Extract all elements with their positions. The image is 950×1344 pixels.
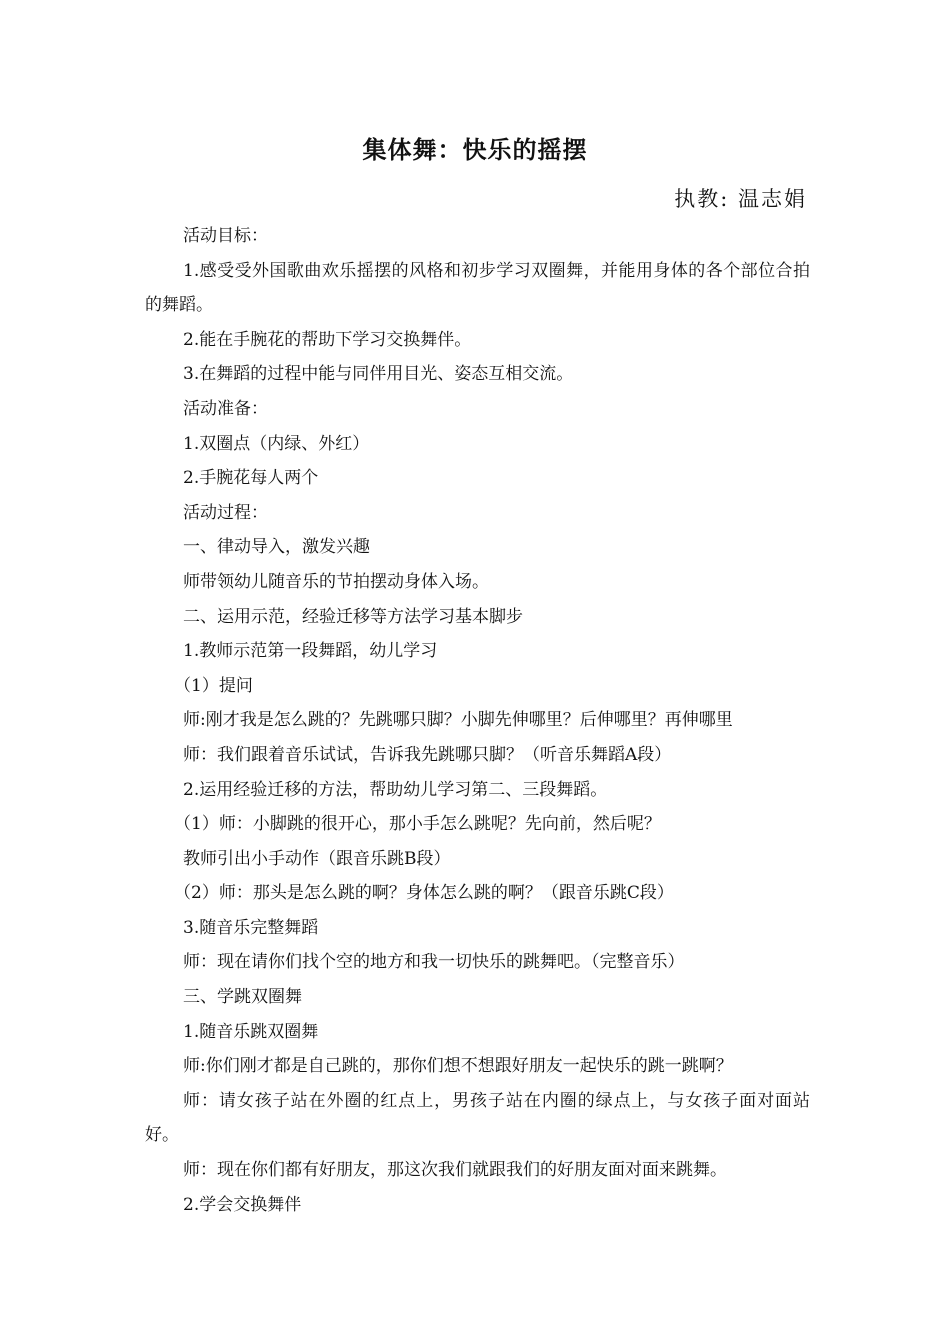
preparation-item: 2.手腕花每人两个	[183, 468, 319, 489]
goal-item: 2.能在手腕花的帮助下学习交换舞伴。	[183, 329, 472, 350]
process-paragraph: 师：请女孩子站在外圈的红点上，男孩子站在内圈的绿点上，与女孩子面对面站好。	[145, 1090, 810, 1146]
process-paragraph: 2.学会交换舞伴	[183, 1194, 302, 1215]
process-step-heading: 二、运用示范，经验迁移等方法学习基本脚步	[183, 606, 523, 627]
process-paragraph: 1.随音乐跳双圈舞	[183, 1021, 319, 1042]
document-title: 集体舞：快乐的摇摆	[362, 136, 588, 164]
process-paragraph: （1）提问	[174, 675, 253, 696]
process-paragraph: （2）师：那头是怎么跳的啊？身体怎么跳的啊？（跟音乐跳C段）	[174, 883, 674, 904]
process-paragraph: （1）师：小脚跳的很开心，那小手怎么跳呢？先向前，然后呢？	[174, 814, 661, 835]
process-paragraph: 1.教师示范第一段舞蹈，幼儿学习	[183, 641, 438, 662]
preparation-item: 1.双圈点（内绿、外红）	[183, 433, 370, 454]
process-paragraph: 师：现在你们都有好朋友，那这次我们就跟我们的好朋友面对面来跳舞。	[183, 1160, 727, 1181]
goal-item: 1.感受受外国歌曲欢乐摇摆的风格和初步学习双圈舞，并能用身体的各个部位合拍的舞蹈。	[145, 260, 810, 316]
document-author: 执教: 温志娟	[674, 187, 807, 211]
process-paragraph: 师带领幼儿随音乐的节拍摆动身体入场。	[183, 571, 489, 592]
process-paragraph: 师:你们刚才都是自己跳的，那你们想不想跟好朋友一起快乐的跳一跳啊？	[183, 1056, 733, 1077]
process-paragraph: 师：我们跟着音乐试试，告诉我先跳哪只脚？（听音乐舞蹈A段）	[183, 744, 672, 765]
process-step-heading: 一、律动导入，激发兴趣	[183, 537, 370, 558]
process-paragraph: 师：现在请你们找个空的地方和我一切快乐的跳舞吧。（完整音乐）	[183, 952, 685, 973]
section-heading-process: 活动过程：	[183, 502, 268, 523]
goal-item: 3.在舞蹈的过程中能与同伴用目光、姿态互相交流。	[183, 364, 574, 385]
document-body	[145, 219, 810, 1222]
process-paragraph: 2.运用经验迁移的方法，帮助幼儿学习第二、三段舞蹈。	[183, 779, 608, 800]
process-step-heading: 三、学跳双圈舞	[183, 987, 302, 1008]
process-paragraph: 师:刚才我是怎么跳的？先跳哪只脚？小脚先伸哪里？后伸哪里？再伸哪里	[183, 710, 733, 731]
process-paragraph: 教师引出小手动作（跟音乐跳B段）	[183, 848, 451, 869]
section-heading-goals: 活动目标：	[183, 226, 268, 246]
section-heading-preparation: 活动准备：	[183, 398, 268, 419]
process-paragraph: 3.随音乐完整舞蹈	[183, 917, 319, 938]
